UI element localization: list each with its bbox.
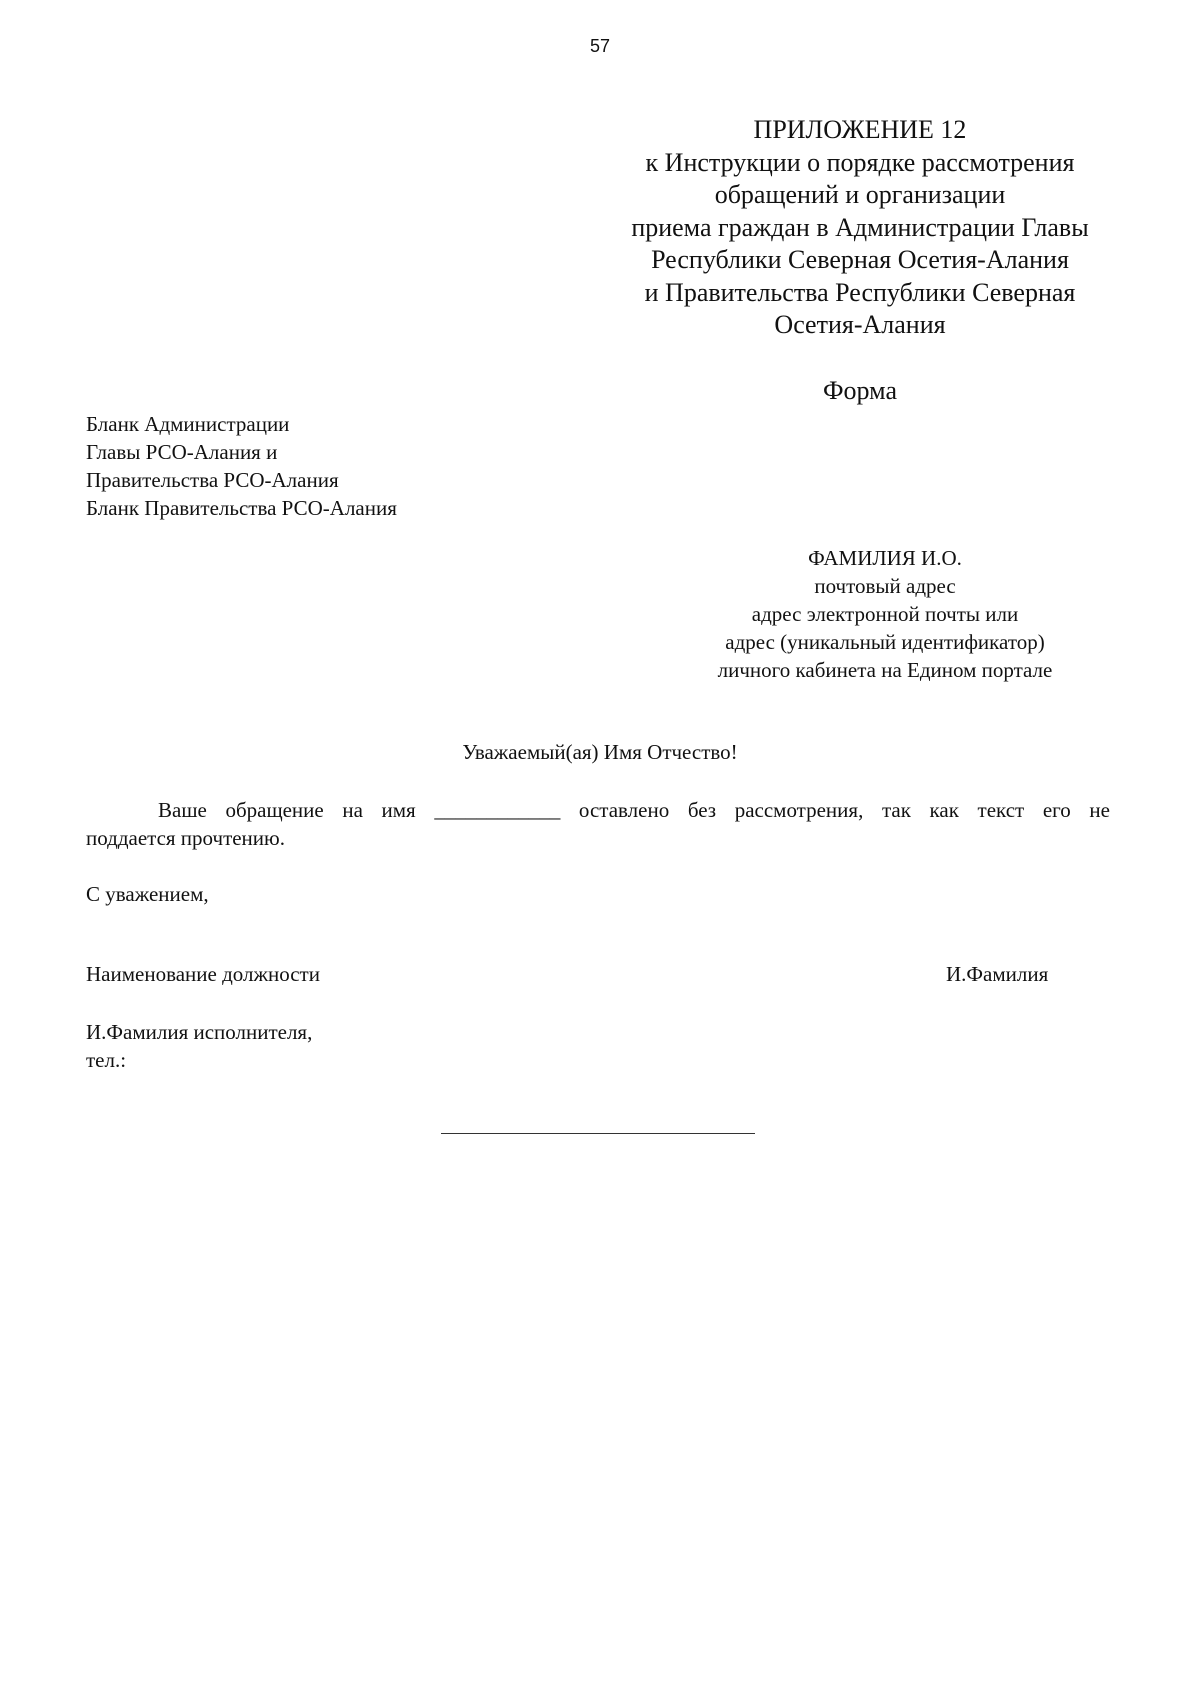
body-word: обращение	[225, 798, 324, 822]
executor-name: И.Фамилия исполнителя,	[86, 1020, 313, 1044]
recipient-block	[660, 544, 1110, 684]
body-word: текст	[977, 798, 1025, 822]
appendix-title: ПРИЛОЖЕНИЕ 12	[753, 115, 967, 144]
body-word: оставлено	[578, 798, 670, 822]
appendix-line: к Инструкции о порядке рассмотрения	[645, 147, 1075, 177]
recipient-line: адрес электронной почты или	[751, 602, 1019, 626]
body-word: его	[1042, 798, 1071, 822]
letterhead-line: Бланк Администрации	[86, 412, 290, 436]
recipient-name: ФАМИЛИЯ И.О.	[808, 546, 962, 570]
signer-position: Наименование должности	[86, 962, 320, 986]
appendix-line: обращений и организации	[714, 180, 1006, 209]
salutation: Уважаемый(ая) Имя Отчество!	[462, 740, 738, 764]
signer-name: И.Фамилия	[946, 962, 1049, 986]
body-word: так	[881, 798, 911, 822]
appendix-header	[560, 114, 1160, 342]
letterhead-line: Бланк Правительства РСО-Алания	[86, 496, 397, 520]
recipient-line: личного кабинета на Едином портале	[717, 658, 1053, 682]
recipient-line: почтовый адрес	[814, 574, 956, 598]
body-word: Ваше	[158, 798, 207, 822]
appendix-line: Осетия-Алания	[774, 310, 946, 339]
page-number: 57	[589, 36, 611, 56]
closing-phrase: С уважением,	[86, 882, 209, 906]
appendix-line: Республики Северная Осетия-Алания	[651, 245, 1069, 274]
appendix-line: приема граждан в Администрации Главы	[631, 212, 1089, 242]
body-line-1	[86, 796, 1110, 824]
bottom-divider	[441, 1133, 755, 1134]
form-label: Форма	[823, 376, 897, 405]
letterhead-line: Главы РСО-Алания и	[86, 440, 278, 464]
letterhead-line: Правительства РСО-Алания	[86, 468, 339, 492]
body-line-2: поддается прочтению.	[86, 826, 285, 850]
letterhead	[86, 410, 397, 522]
appendix-line: и Правительства Республики Северная	[644, 277, 1076, 307]
recipient-line: адрес (уникальный идентификатор)	[725, 630, 1045, 654]
executor-block	[86, 1018, 312, 1074]
body-word: без	[687, 798, 717, 822]
body-word: имя	[381, 798, 416, 822]
body-word: рассмотрения,	[734, 798, 864, 822]
body-word: не	[1089, 798, 1110, 822]
body-paragraph	[86, 796, 1110, 852]
body-word: как	[929, 798, 959, 822]
name-blank: ____________	[434, 798, 561, 822]
body-word: на	[342, 798, 363, 822]
executor-phone: тел.:	[86, 1048, 127, 1072]
